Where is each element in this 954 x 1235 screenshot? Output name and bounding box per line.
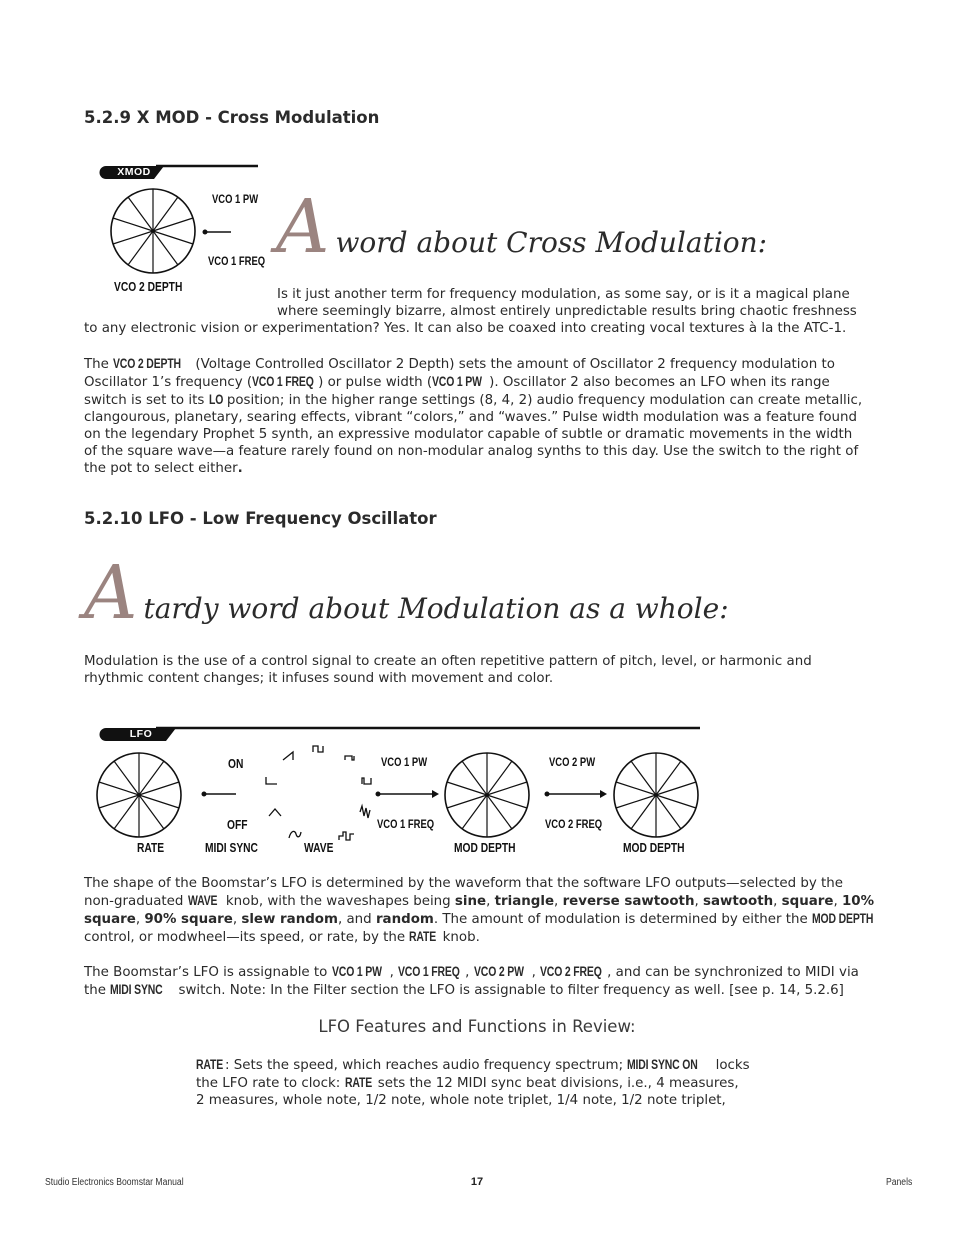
rate-label: RATE	[137, 841, 165, 855]
rate-knob[interactable]	[97, 753, 181, 837]
review-body: RATE : Sets the speed, which reaches audio frequency spectrum; MIDI SYNC ON locks the LFO rate to clock: RATE sets the 12 MIDI sync beat divisions, i.e., 4 measures, 2 measures, whole note, 1/2 note, whole note triplet, 1/4 note, 1/2 note triplet,	[196, 1057, 750, 1108]
lfo-panel	[96, 722, 706, 862]
xmod-switch[interactable]	[203, 230, 232, 235]
lfo-paragraph-2: The Boomstar’s LFO is assignable to VCO 1 PW , VCO 1 FREQ , VCO 2 PW , VCO 2 FREQ , and can be synchronized to MIDI via the MIDI SYNC switch. Note: In the Filter section the LFO is assignable to filter frequency as well. [see p. 14, 5.2.6]	[84, 964, 859, 998]
square-icon	[313, 746, 323, 752]
vco2-depth-label: VCO 2 DEPTH	[114, 280, 183, 294]
triangle-icon	[269, 809, 281, 816]
xmod-switch-bottom-label: VCO 1 FREQ	[208, 256, 266, 268]
xmod-paragraph: The VCO 2 DEPTH (Voltage Controlled Oscillator 2 Depth) sets the amount of Oscillator 2 frequency modulation to Oscillator 1’s frequency (VCO 1 FREQ ) or pulse width (VCO 1 PW ). Oscillator 2 also becomes an LFO when its range switch is set to its LO position; in the higher range settings (8, 4, 2) audio frequency modulation can create metallic, clangourous, planetary, searing effects, vibrant “colors,” and “waves.” Pulse width modulation was a feature found on the legendary Prophet 5 synth, an expressive modulator capable of subtle or dramatic movements in the width of the square wave—a feature rarely found on non-modular analog synths to this day. Use the switch to the right of the pot to select either.	[84, 356, 863, 476]
mod-depth-knob-2[interactable]	[614, 753, 698, 837]
midi-sync-label: MIDI SYNC	[205, 841, 258, 855]
control-ref: MIDI SYNC ON	[627, 1057, 699, 1072]
sine-icon	[289, 831, 301, 838]
lfo-panel-graphic	[96, 722, 706, 862]
mod-depth-1-label: MOD DEPTH	[454, 841, 516, 855]
xmod-panel	[96, 160, 266, 300]
mod-depth-2-label: MOD DEPTH	[623, 841, 685, 855]
wave-selector[interactable]	[266, 746, 371, 840]
switch1-bottom-label: VCO 1 FREQ	[377, 819, 435, 831]
control-ref: WAVE	[187, 893, 218, 908]
midi-sync-switch[interactable]	[202, 792, 237, 797]
lfo-switch-1[interactable]	[376, 790, 440, 798]
midi-sync-off-label: OFF	[227, 818, 248, 832]
control-ref: RATE	[196, 1057, 224, 1072]
xmod-badge: XMOD	[117, 166, 151, 178]
script-heading-text: word about Cross Modulation:	[335, 226, 768, 259]
random-icon	[339, 832, 354, 840]
lfo-switch-2[interactable]	[545, 790, 608, 798]
switch2-bottom-label: VCO 2 FREQ	[545, 819, 603, 831]
review-heading: LFO Features and Functions in Review:	[318, 1017, 636, 1036]
slew-random-icon	[360, 806, 370, 818]
modulation-line1: Modulation is the use of a control signal to create an often repetitive pattern of pitch, level, or harmonic and	[84, 654, 812, 669]
control-ref: MOD DEPTH	[811, 911, 874, 926]
control-ref: VCO 2 PW	[473, 964, 524, 979]
control-ref: LO	[208, 392, 223, 407]
cross-mod-script-heading	[276, 184, 768, 270]
control-ref: VCO 2 FREQ	[540, 964, 602, 979]
square-10-icon	[345, 756, 354, 760]
sawtooth-icon	[266, 777, 277, 784]
control-ref: VCO 1 FREQ	[252, 374, 314, 389]
decorative-initial: A	[84, 550, 138, 636]
switch2-top-label: VCO 2 PW	[549, 757, 596, 769]
footer-manual-title: Studio Electronics Boomstar Manual	[45, 1177, 184, 1188]
xmod-switch-top-label: VCO 1 PW	[212, 194, 259, 206]
modulation-line2: rhythmic content changes; it infuses sound with movement and color.	[84, 671, 554, 686]
control-ref: VCO 2 DEPTH	[113, 356, 182, 371]
decorative-initial: A	[276, 184, 330, 270]
control-ref: RATE	[409, 929, 437, 944]
wave-label: WAVE	[304, 841, 334, 855]
control-ref: VCO 1 PW	[331, 964, 382, 979]
page-number: 17	[470, 1176, 484, 1188]
mod-depth-knob-1[interactable]	[445, 753, 529, 837]
control-ref: VCO 1 FREQ	[398, 964, 460, 979]
midi-sync-on-label: ON	[228, 757, 244, 771]
control-ref: VCO 1 PW	[432, 374, 482, 389]
reverse-sawtooth-icon	[283, 752, 293, 760]
cross-mod-intro-line1: Is it just another term for frequency modulation, as some say, or is it a magical plane	[277, 287, 850, 302]
cross-mod-intro-line3: to any electronic vision or experimentation? Yes. It can also be coaxed into creating vocal textures à la the ATC-1.	[84, 321, 847, 336]
footer-section: Panels	[886, 1177, 913, 1188]
section-heading-xmod: 5.2.9 X MOD - Cross Modulation	[84, 108, 380, 127]
cross-mod-intro-line2: where seemingly bizarre, almost entirely unpredictable results bring chaotic freshness	[277, 304, 857, 319]
section-heading-lfo: 5.2.10 LFO - Low Frequency Oscillator	[84, 509, 437, 528]
control-ref: RATE	[344, 1075, 372, 1090]
vco2-depth-knob[interactable]	[111, 189, 195, 273]
xmod-panel-graphic	[96, 160, 266, 300]
script-heading-text: tardy word about Modulation as a whole:	[143, 592, 729, 625]
switch1-top-label: VCO 1 PW	[381, 757, 428, 769]
square-90-icon	[362, 778, 371, 784]
lfo-badge: LFO	[129, 728, 153, 740]
lfo-paragraph-1: The shape of the Boomstar’s LFO is determined by the waveform that the software LFO outputs—selected by the non-graduated WAVE knob, with the waveshapes being sine, triangle, reverse sawtooth, sawtooth, square, 10% square, 90% square, slew random, and random. The amount of modulation is determined by either the MOD DEPTH control, or modwheel—its speed, or rate, by the RATE knob.	[84, 876, 875, 945]
control-ref: MIDI SYNC	[110, 982, 163, 997]
modulation-script-heading	[84, 550, 729, 636]
